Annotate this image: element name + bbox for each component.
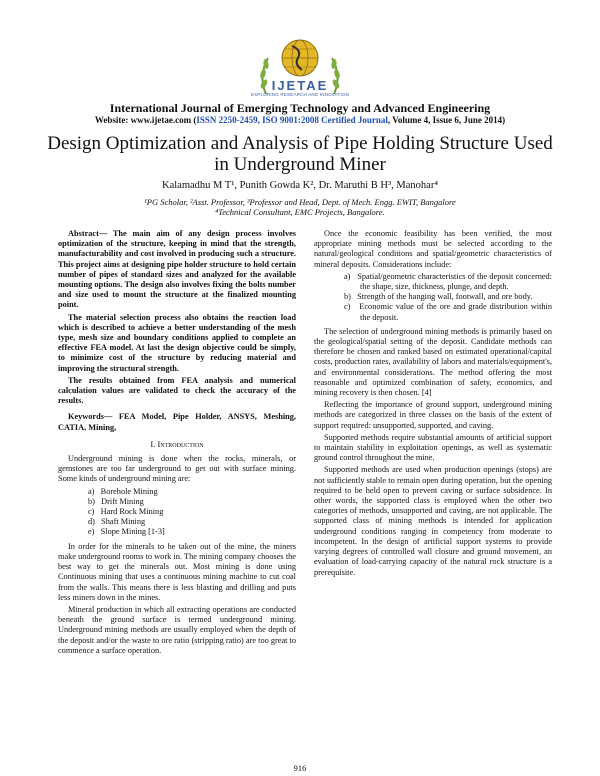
website-suffix: , Volume 4, Issue 6, June 2014) bbox=[387, 115, 506, 125]
author-affiliations bbox=[0, 197, 600, 217]
body-paragraph: Underground mining is done when the rocks, minerals, or gemstones are too far underground to get out with surface mining. Some kinds of underground mining are: bbox=[58, 454, 296, 484]
list-item: d) Shaft Mining bbox=[88, 517, 146, 527]
abstract-paragraph: Abstract— The main aim of any design process involves optimization of the structure, keeping in mind that the strength, manufacturability and cost involved in producing such a structure. This project aims at designing pipe holder structure to hold certain number of pipes of standard sizes and analyzed for the available mounting options. The design also involves fixing the bolts number and size used to mount the structure at the finalized mounting point. bbox=[58, 229, 296, 310]
affiliation-line-2: ⁴Technical Consultant, EMC Projects, Bangalore. bbox=[215, 207, 385, 217]
right-column bbox=[314, 229, 552, 580]
list-item: b) Drift Mining bbox=[88, 496, 144, 506]
considerations-list bbox=[314, 272, 552, 323]
list-item: a) Borehole Mining bbox=[88, 486, 158, 496]
issn-text: ISSN 2250-2459, ISO 9001:2008 Certified Journal bbox=[196, 115, 388, 125]
page-number: 916 bbox=[293, 763, 307, 773]
logo-wordmark bbox=[240, 80, 360, 98]
paper-authors: Kalamadhu M T¹, Punith Gowda K², Dr. Maruthi B H³, Manohar⁴ bbox=[162, 180, 438, 191]
body-paragraph: The selection of underground mining methods is primarily based on the geological/spatial setting of the deposit. Candidate methods can therefore be chosen and ranked based on estimated operational/capital costs, production rates, availability of labors and materials/equipment's, and environmental considerations. The method offering the most reasonable and optimized combination of safety, economics, and mining recovery is then chosen. [4] bbox=[314, 326, 552, 398]
list-item: c) Economic value of the ore and grade distribution within the deposit. bbox=[344, 302, 552, 322]
abstract-paragraph: The material selection process also obtains the reaction load which is described to achieve a better understanding of the mesh type, mesh size and boundary conditions applied to complete an effective FEA model. At last the design objective could be simply, to minimize cost of the structure by reducing material and improving the structural strength. bbox=[58, 312, 296, 373]
affiliation-line-1: ¹PG Scholar, ²Asst. Professor, ³Professor and Head, Dept. of Mech. Engg. EWIT, Bangalore bbox=[144, 197, 456, 207]
body-paragraph: Once the economic feasibility has been verified, the most appropriate mining methods must be selected according to the natural/geological conditions and spatial/geometric characteristics of mineral deposits. Considerations include: bbox=[314, 229, 552, 269]
abstract bbox=[58, 229, 296, 406]
website-prefix: Website: www.ijetae.com ( bbox=[94, 115, 197, 125]
body-paragraph: Reflecting the importance of ground support, underground mining methods are categorized in three classes on the basis of the extent of support required: unsupported, supported, and caving. bbox=[314, 400, 552, 430]
globe-icon bbox=[282, 40, 318, 76]
left-column bbox=[58, 229, 296, 658]
paper-title: Design Optimization and Analysis of Pipe Holding Structure Used in Underground Miner bbox=[47, 133, 553, 175]
section-heading-introduction: I. Introduction bbox=[150, 438, 204, 449]
keywords: Keywords— FEA Model, Pipe Holder, ANSYS, Meshing, CATIA, Mining, bbox=[58, 412, 296, 432]
body-paragraph: Mineral production in which all extracting operations are conducted beneath the ground surface is termed underground mining. Underground mining methods are usually employed when the depth of the deposit and/or the waste to ore ratio (stripping ratio) are too great to commence a surface operation. bbox=[58, 604, 296, 655]
list-item: c) Hard Rock Mining bbox=[88, 507, 164, 517]
body-paragraph: Supported methods require substantial amounts of artificial support to maintain stability in exploitation openings, as well as systematic ground control throughout the mine. bbox=[314, 432, 552, 463]
abstract-paragraph: The results obtained from FEA analysis and numerical calculation values are validated to check the accuracy of the results. bbox=[58, 375, 296, 406]
logo-title: IJETAE bbox=[271, 78, 329, 93]
logo-subtitle: EXPLORING RESEARCH AND INNOVATION bbox=[250, 92, 350, 97]
list-item: e) Slope Mining [1-3] bbox=[88, 527, 165, 537]
mining-types-list bbox=[58, 487, 296, 538]
body-paragraph: In order for the minerals to be taken out of the mine, the miners make underground rooms to work in. The mining company chooses the best way to get the minerals out. Most mining is done using Continuous mining that uses a continuous mining machine to cut coal from the walls. This means there is less blasting and drilling and puts less miners down in the mines. bbox=[58, 541, 296, 602]
journal-name: International Journal of Emerging Technology and Advanced Engineering bbox=[109, 101, 491, 115]
list-item: a) Spatial/geometric characteristics of the deposit concerned: the shape, size, thickness, plunge, and depth. bbox=[344, 271, 552, 292]
list-item: b) Strength of the hanging wall, footwall, and ore body. bbox=[344, 292, 533, 302]
journal-website-line bbox=[0, 115, 600, 125]
body-paragraph: Supported methods are used when production openings (stops) are not sufficiently stable to remain open during operation, but the opening required to be held open to prevent caving or surface subsidence. In other words, the supported class is employed when the other two categories of methods, unsupported and caving, are not applicable. The supported class of mining methods is intended for application underground conditions ranging in competency from moderate to incompetent. In the design of artificial support systems to provide varying degrees of controlled wall closure and ground movement, an evaluation of load-carrying capacity of the natural rock structure is a prerequisite. bbox=[314, 465, 552, 577]
